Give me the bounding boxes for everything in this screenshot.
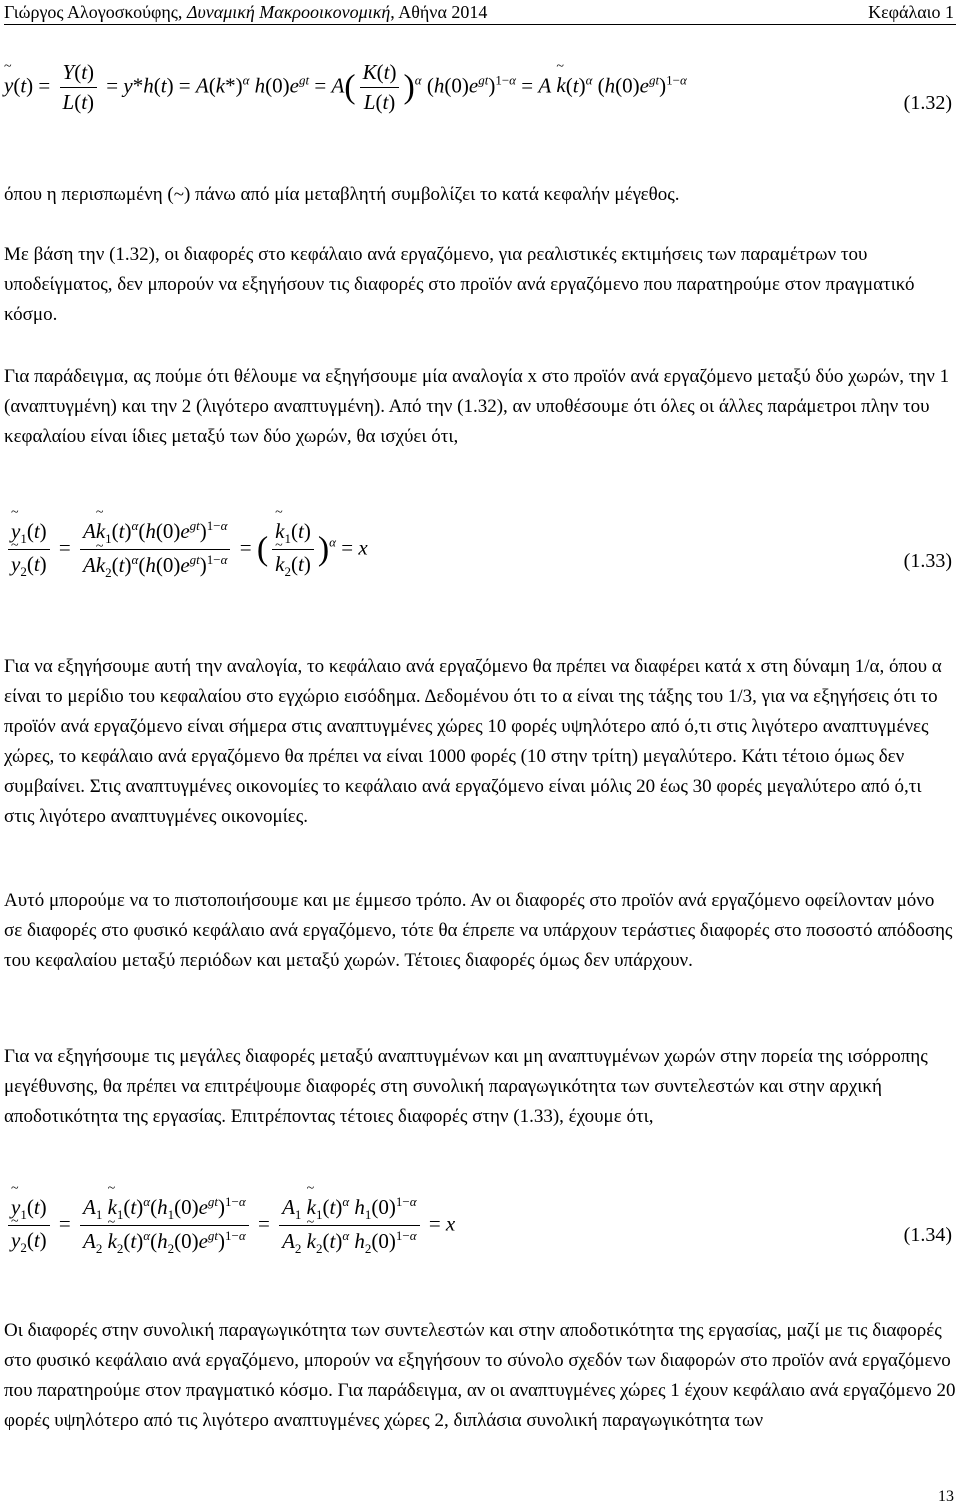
paragraph-productivity-explains: Οι διαφορές στην συνολική παραγωγικότητα των συντελεστών και στην αποδοτικότητα της εργασίας, μαζί με τις διαφορές στο φυσικό κεφάλαιο ανά εργαζόμενο, μπορούν να εξηγήσουν το σύνολο σχεδόν των διαφορών στο προϊόν ανά εργαζόμενο που παρατηρούμε στον πραγματικό κόσμο. Για παράδειγμα, αν οι αναπτυγμένες χώρες 1 έχουν κεφάλαιο ανά εργαζόμενο 20 φορές υψηλότερο από τις λιγότερο αναπτυγμένες χώρες 2, διπλάσια συνολική παραγωγικότητα των	[4, 1320, 956, 1431]
paragraph-tilde-note: όπου η περισπωμένη (~) πάνω από μία μεταβλητή συμβολίζει το κατά κεφαλήν μέγεθος.	[4, 184, 680, 205]
equation-number: (1.33)	[903, 550, 952, 572]
page-number: 13	[938, 1488, 954, 1505]
equation-1-32	[0, 52, 960, 138]
paragraph-indirect-test: Αυτό μπορούμε να το πιστοποιήσουμε και με έμμεσο τρόπο. Αν οι διαφορές στο προϊόν ανά εργαζόμενο οφείλονταν μόνο σε διαφορές στο φυσικό κεφάλαιο ανά εργαζόμενο, τότε θα έπρεπε να υπάρχουν τεράστιες διαφορές στο ποσοστό απόδοσης του κεφαλαίου μεταξύ περιόδων και μεταξύ χωρών. Τέτοιες διαφορές όμως δεν υπάρχουν.	[4, 890, 953, 971]
equation-1-34	[0, 1186, 960, 1282]
equation-number: (1.34)	[903, 1224, 952, 1246]
paragraph-capital-differences: Με βάση την (1.32), οι διαφορές στο κεφάλαιο ανά εργαζόμενο, για ρεαλιστικές εκτιμήσεις των παραμέτρων του υποδείγματος, δεν μπορούν να εξηγήσουν τις διαφορές στο προϊόν ανά εργαζόμενο που παρατηρούμε στον πραγματικό κόσμο.	[4, 244, 915, 325]
running-header	[0, 0, 960, 26]
header-author: Γιώργος Αλογοσκούφης,	[4, 2, 183, 22]
paragraph-tfp-differences: Για να εξηγήσουμε τις μεγάλες διαφορές μεταξύ αναπτυγμένων και μη αναπτυγμένων χωρών στην πορεία της ισόρροπης μεγέθυνσης, θα πρέπει να επιτρέψουμε διαφορές στη συνολική παραγωγικότητα των συντελεστών και στην αρχική αποδοτικότητα της εργασίας. Επιτρέποντας τέτοιες διαφορές στην (1.33), έχουμε ότι,	[4, 1046, 928, 1127]
paragraph-example: Για παράδειγμα, ας πούμε ότι θέλουμε να εξηγήσουμε μία αναλογία x στο προϊόν ανά εργαζόμενο μεταξύ δύο χωρών, την 1 (αναπτυγμένη) και την 2 (λιγότερο αναπτυγμένη). Από την (1.32), αν υποθέσουμε ότι όλες οι άλλες παράμετροι πλην του κεφαλαίου είναι ίδιες μεταξύ των δύο χωρών, θα ισχύει ότι,	[4, 366, 950, 447]
equation-1-33-body: ~ $y_1(t)$ ~ $y_2(t)$ = $\frac{A\sim k_1(t)^\alpha(h(0)e^{gt})^{1-\alpha}}{A\sim k_2(t)^\alpha(h(0)e^{gt})^{1-\alpha}}$ = ( ~ $k_1(t)$ ~ $k_2(t)$ )$^\alpha$ = x	[4, 518, 368, 581]
header-place-year: , Αθήνα 2014	[390, 2, 488, 22]
header-chapter: Κεφάλαιο 1	[868, 2, 954, 22]
equation-1-32-body: ~ y(t) = $\frac{Y(t)}{L(t)}$ = $y*h(t) = A(k*)^\alpha$ $h(0)e^{gt} = A$( $\frac{K(t)}{L(t)}$ )$^\alpha$ $(h(0)e^{gt})^{1-\alpha} = A$ ~ $k(t)^\alpha$ $(h(0)e^{gt})^{1-\alpha}$	[4, 60, 687, 115]
header-rule	[4, 24, 956, 25]
equation-1-34-body: ~ $y_1(t)$ ~ $y_2(t)$ = $\frac{A_1 \sim k_1(t)^\alpha(h_1(0)e^{gt})^{1-\alpha}}{A_2 \sim k_2(t)^\alpha(h_2(0)e^{gt})^{1-\alpha}}$ = $\frac{A_1 \sim k_1(t)^\alpha h_1(0)^{1-\alpha}}{A_2 \sim k_2(t)^\alpha h_2(0)^{1-\alpha}}$ = x	[4, 1194, 455, 1257]
equation-1-33	[0, 508, 960, 608]
equation-number: (1.32)	[903, 92, 952, 114]
header-book-title: Δυναμική Μακροοικονομική	[186, 2, 391, 22]
paragraph-capital-ratio: Για να εξηγήσουμε αυτή την αναλογία, το κεφάλαιο ανά εργαζόμενο θα πρέπει να διαφέρει κατά x στη δύναμη 1/α, όπου α είναι το μερίδιο του κεφαλαίου στο εγχώριο εισόδημα. Δεδομένου ότι το α είναι της τάξης του 1/3, για να εξηγήσεις ότι το προϊόν ανά εργαζόμενο είναι σήμερα στις αναπτυγμένες χώρες 10 φορές υψηλότερο από ό,τι στις λιγότερο αναπτυγμένες χώρες, το κεφάλαιο ανά εργαζόμενο θα πρέπει να είναι 1000 φορές (10 στην τρίτη) μεγαλύτερο. Κάτι τέτοιο όμως δεν συμβαίνει. Στις αναπτυγμένες οικονομίες το κεφάλαιο ανά εργαζόμενο είναι μόλις 20 έως 30 φορές μεγαλύτερο από ό,τι στις λιγότερο αναπτυγμένες οικονομίες.	[4, 656, 942, 827]
header-citation	[4, 0, 487, 24]
